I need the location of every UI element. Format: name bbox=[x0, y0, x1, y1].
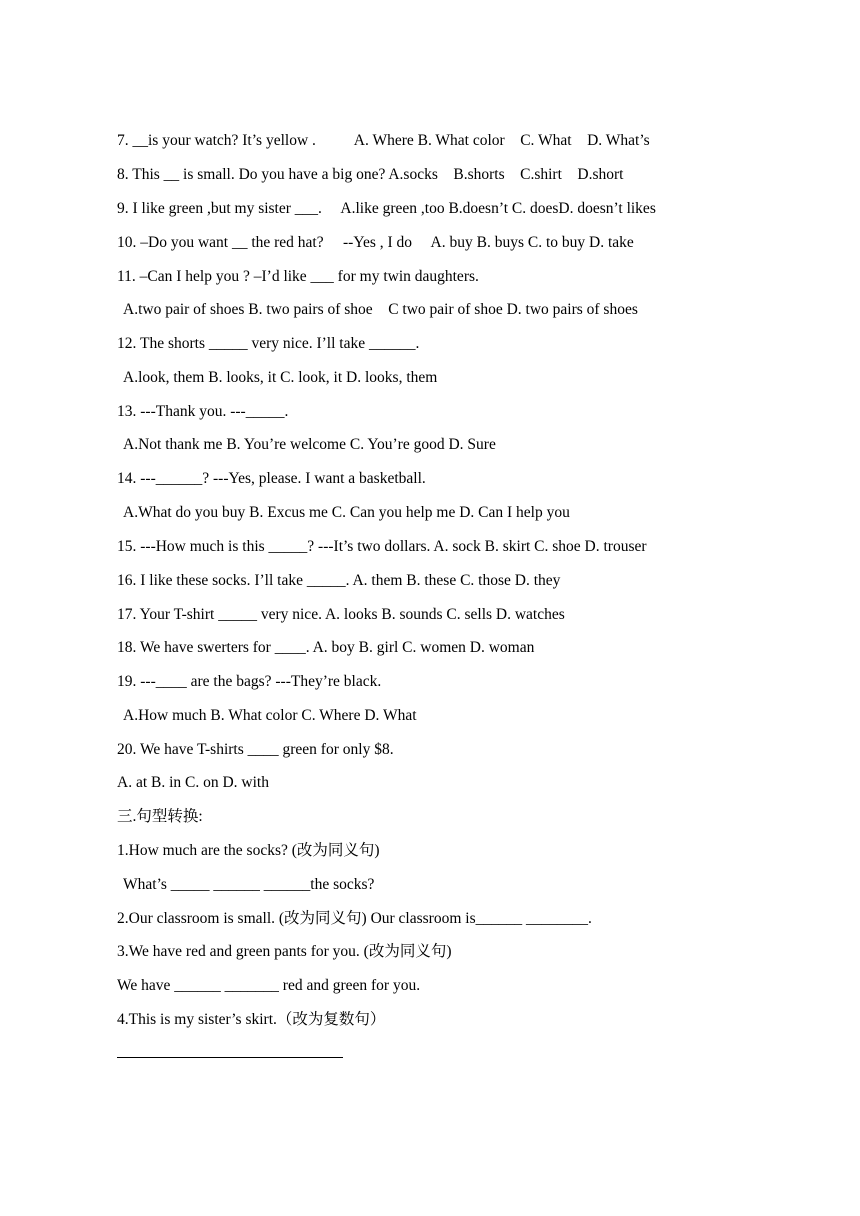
question-13-options: A.Not thank me B. You’re welcome C. You’re good D. Sure bbox=[123, 436, 496, 453]
question-11: 11. –Can I help you ? –I’d like ___ for my twin daughters. bbox=[117, 268, 479, 285]
question-14-options: A.What do you buy B. Excus me C. Can you help me D. Can I help you bbox=[123, 504, 570, 521]
question-12-options: A.look, them B. looks, it C. look, it D. looks, them bbox=[123, 369, 438, 386]
question-11-options: A.two pair of shoes B. two pairs of shoe C two pair of shoe D. two pairs of shoes bbox=[123, 301, 638, 318]
question-9: 9. I like green ,but my sister ___. A.like green ,too B.doesn’t C. doesD. doesn’t likes bbox=[117, 200, 656, 217]
question-19-options: A.How much B. What color C. Where D. What bbox=[123, 707, 417, 724]
transform-1: 1.How much are the socks? (改为同义句) bbox=[117, 842, 380, 859]
transform-3: 3.We have red and green pants for you. (改为同义句) bbox=[117, 943, 452, 960]
question-14: 14. ---______? ---Yes, please. I want a basketball. bbox=[117, 470, 426, 487]
question-19: 19. ---____ are the bags? ---They’re black. bbox=[117, 673, 382, 690]
question-15: 15. ---How much is this _____? ---It’s two dollars. A. sock B. skirt C. shoe D. trouser bbox=[117, 538, 647, 555]
question-20-options: A. at B. in C. on D. with bbox=[117, 774, 269, 791]
section-heading: 三.句型转换: bbox=[117, 808, 203, 825]
transform-3-answer: We have ______ _______ red and green for you. bbox=[117, 977, 421, 994]
question-20: 20. We have T-shirts ____ green for only $8. bbox=[117, 741, 394, 758]
question-18: 18. We have swerters for ____. A. boy B. girl C. women D. woman bbox=[117, 639, 535, 656]
question-13: 13. ---Thank you. ---_____. bbox=[117, 403, 289, 420]
question-16: 16. I like these socks. I’ll take _____. A. them B. these C. those D. they bbox=[117, 572, 561, 589]
transform-4: 4.This is my sister’s skirt.（改为复数句） bbox=[117, 1011, 386, 1028]
question-7: 7. __is your watch? It’s yellow . A. Where B. What color C. What D. What’s bbox=[117, 132, 650, 149]
transform-2: 2.Our classroom is small. (改为同义句) Our classroom is______ ________. bbox=[117, 910, 592, 927]
question-17: 17. Your T-shirt _____ very nice. A. looks B. sounds C. sells D. watches bbox=[117, 606, 565, 623]
answer-blank-line bbox=[117, 1057, 343, 1058]
transform-1-answer: What’s _____ ______ ______the socks? bbox=[123, 876, 375, 893]
question-10: 10. –Do you want __ the red hat? --Yes , I do A. buy B. buys C. to buy D. take bbox=[117, 234, 634, 251]
question-12: 12. The shorts _____ very nice. I’ll take ______. bbox=[117, 335, 420, 352]
question-8: 8. This __ is small. Do you have a big one? A.socks B.shorts C.shirt D.short bbox=[117, 166, 624, 183]
